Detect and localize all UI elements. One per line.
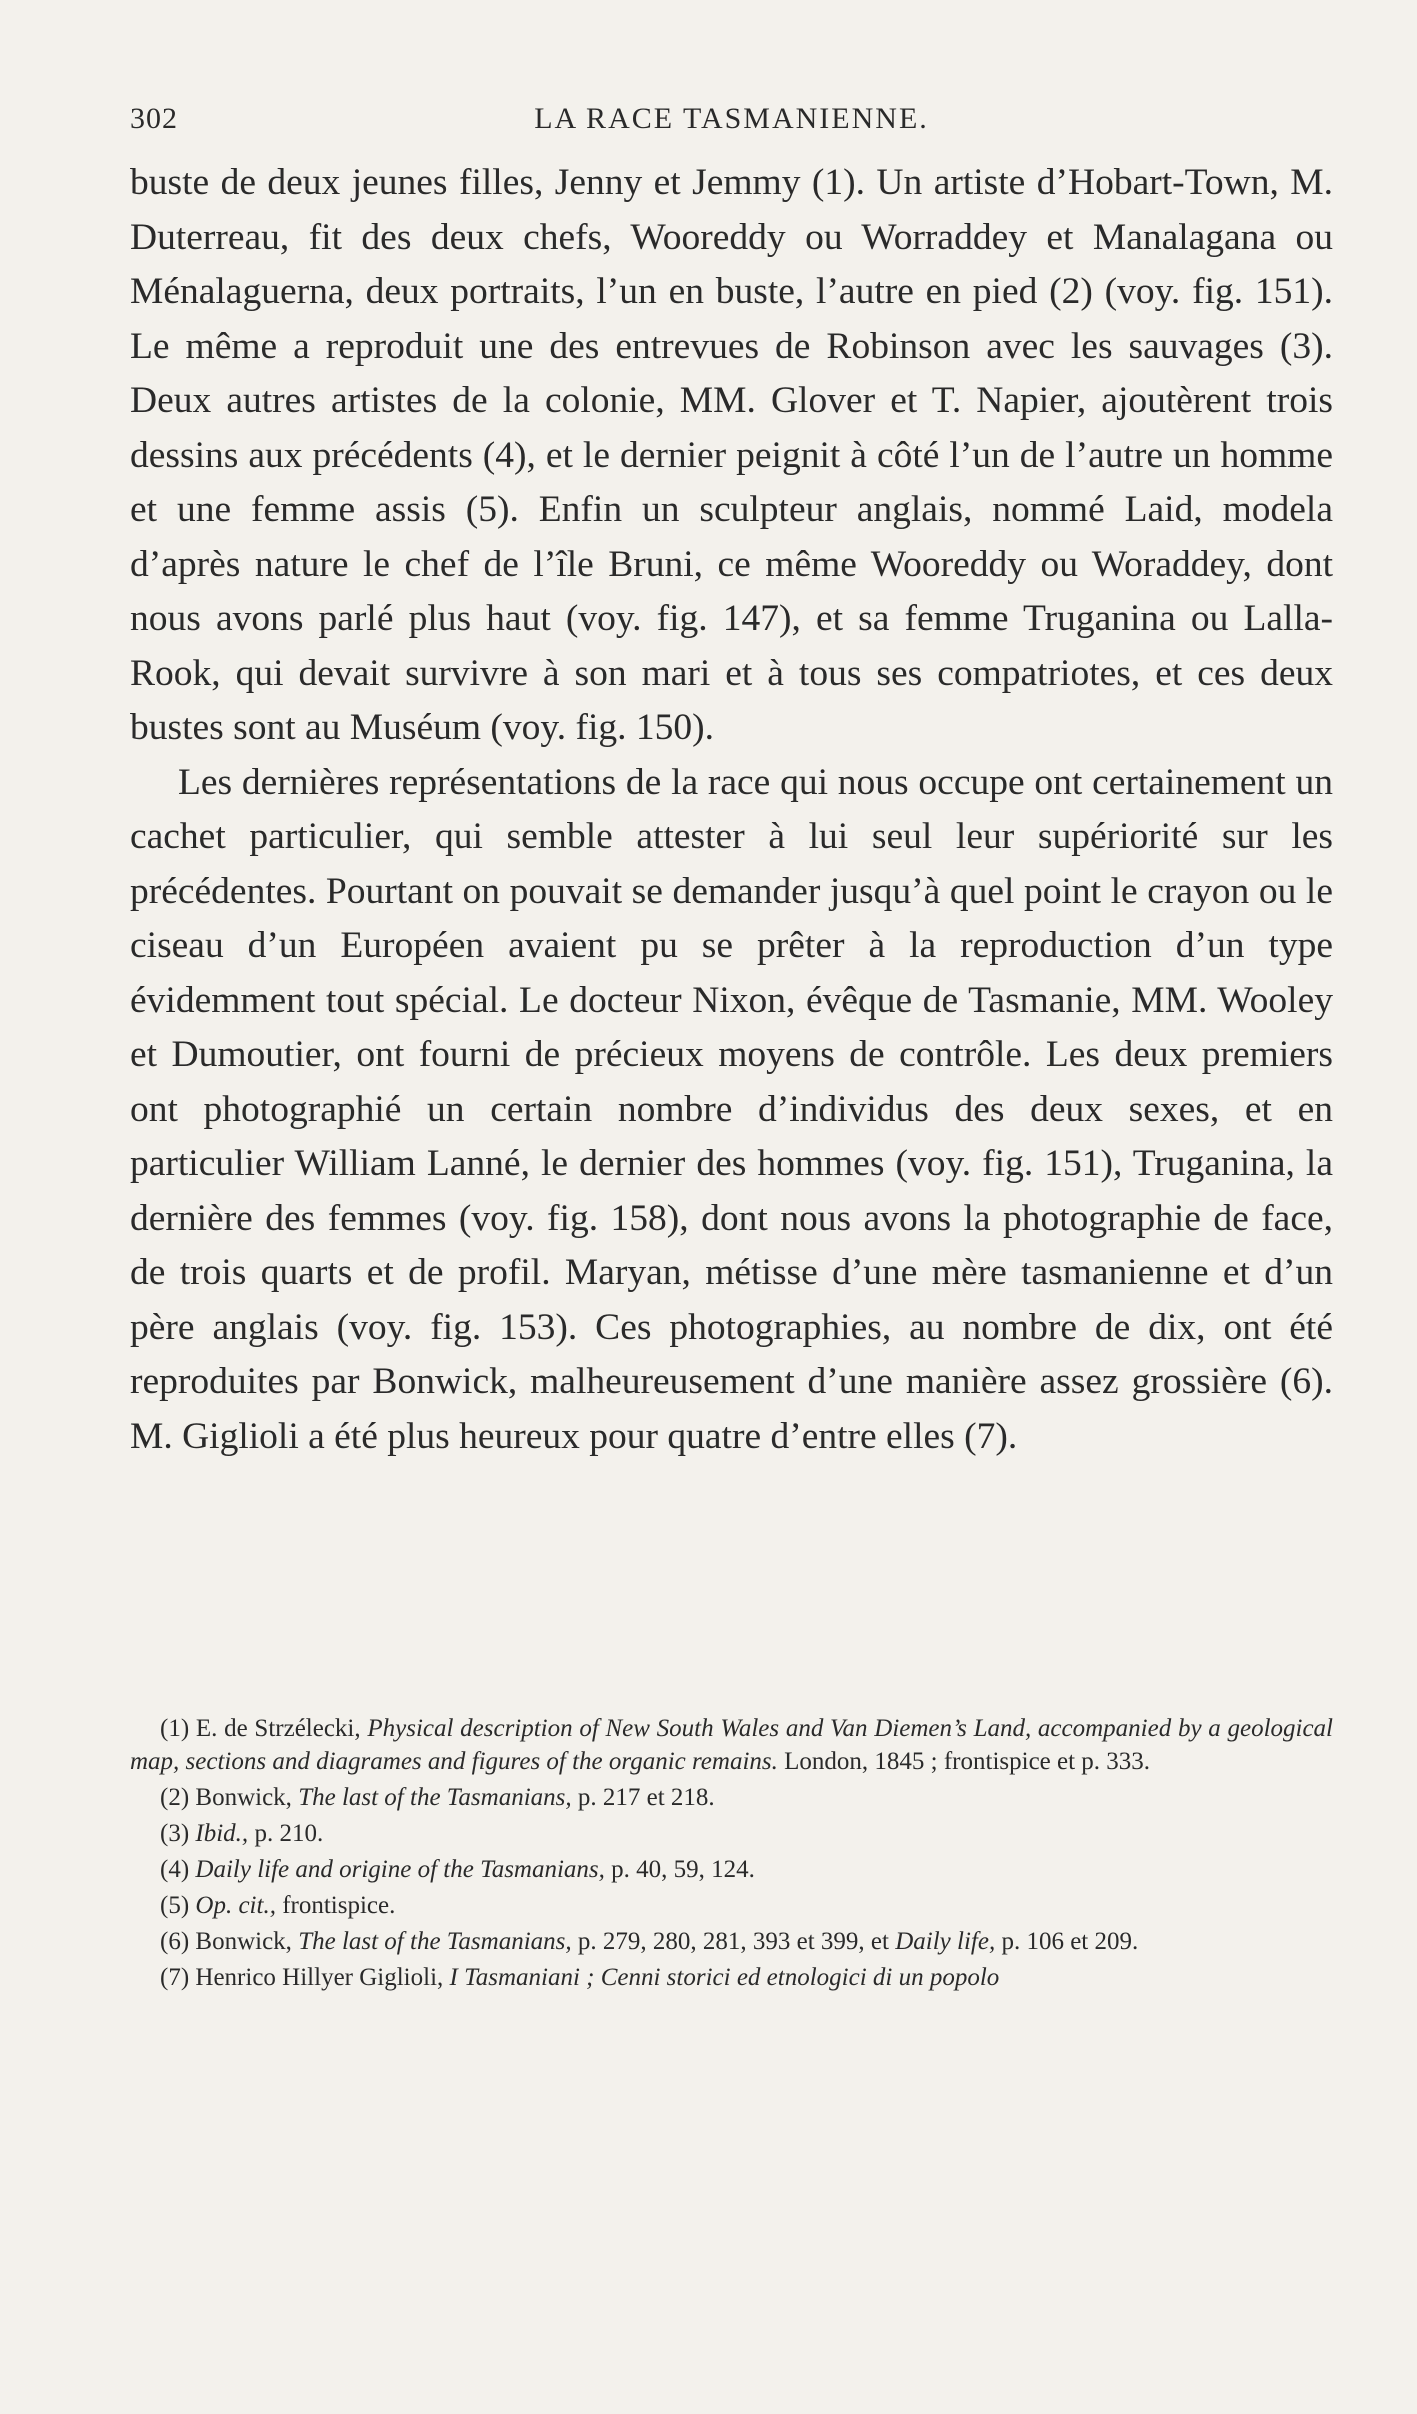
footnote-text: p. 210. xyxy=(248,1820,324,1847)
footnote-text: p. 40, 59, 124. xyxy=(604,1856,755,1883)
body-text xyxy=(130,156,1333,1464)
footnote-mark: (6) xyxy=(160,1928,190,1955)
footnote-title: Ibid., xyxy=(195,1820,249,1847)
running-head xyxy=(130,102,1333,142)
footnote-5 xyxy=(130,1889,1333,1922)
footnote-text: Bonwick, xyxy=(195,1784,299,1811)
footnote-title: Op. cit., xyxy=(195,1892,276,1919)
footnote-text: Henrico Hillyer Giglioli, xyxy=(195,1964,450,1991)
footnote-mark: (5) xyxy=(160,1892,190,1919)
footnote-title: Daily life, xyxy=(895,1928,996,1955)
footnote-title: Daily life and origine of the Tasmanians, xyxy=(195,1856,605,1883)
footnote-text: London, 1845 ; frontispice et p. 333. xyxy=(777,1748,1151,1775)
footnotes xyxy=(130,1712,1333,1997)
footnote-mark: (1) xyxy=(160,1715,190,1742)
footnote-7 xyxy=(130,1961,1333,1994)
footnote-mark: (4) xyxy=(160,1856,190,1883)
paragraph: Les dernières représentations de la race qui nous occupe ont certainement un cachet particulier, qui semble attester à lui seul leur supériorité sur les précédentes. Pourtant on pouvait se demander jusqu’à quel point le crayon ou le ciseau d’un Européen avaient pu se prêter à la reproduction d’un type évidemment tout spécial. Le docteur Nixon, évêque de Tasmanie, MM. Wooley et Dumoutier, ont fourni de précieux moyens de contrôle. Les deux premiers ont photographié un certain nombre d’individus des deux sexes, et en particulier William Lanné, le dernier des hommes (voy. fig. 151), Truganina, la dernière des femmes (voy. fig. 158), dont nous avons la photographie de face, de trois quarts et de profil. Maryan, métisse d’une mère tasmanienne et d’un père anglais (voy. fig. 153). Ces photographies, au nombre de dix, ont été reproduites par Bonwick, malheureusement d’une manière assez grossière (6). M. Giglioli a été plus heureux pour quatre d’entre elles (7). xyxy=(130,761,1333,1457)
footnote-3 xyxy=(130,1817,1333,1850)
paragraph-continuation: buste de deux jeunes filles, Jenny et Jemmy (1). Un artiste d’Hobart-Town, M. Duterreau, fit des deux chefs, Wooreddy ou Worraddey et Manalagana ou Ménalaguerna, deux portraits, l’un en buste, l’autre en pied (2) (voy. fig. 151). Le même a reproduit une des entrevues de Robinson avec les sauvages (3). Deux autres artistes de la colonie, MM. Glover et T. Napier, ajoutèrent trois dessins aux précédents (4), et le dernier peignit à côté l’un de l’autre un homme et une femme assis (5). Enfin un sculpteur anglais, nommé Laid, modela d’après nature le chef de l’île Bruni, ce même Wooreddy ou Woraddey, dont nous avons parlé plus haut (voy. fig. 147), et sa femme Truganina ou Lalla-Rook, qui devait survivre à son mari et à tous ses compatriotes, et ces deux bustes sont au Muséum (voy. fig. 150). xyxy=(130,162,1333,748)
footnote-4 xyxy=(130,1853,1333,1886)
footnote-text: frontispice. xyxy=(275,1892,396,1919)
footnote-title: Physical description of New South Wales and Van Diemen’s Land, accompanied by a geological map, sections and diagrames and figures of the organic remains. xyxy=(130,1715,1333,1775)
footnote-title: I Tasmaniani ; Cenni storici ed etnologici di un popolo xyxy=(449,1964,1000,1991)
running-title: LA RACE TASMANIENNE. xyxy=(534,102,929,135)
footnote-2 xyxy=(130,1781,1333,1814)
footnote-text: p. 279, 280, 281, 393 et 399, et xyxy=(571,1928,896,1955)
footnote-mark: (2) xyxy=(160,1784,190,1811)
footnote-title: The last of the Tasmanians, xyxy=(298,1784,572,1811)
footnote-mark: (3) xyxy=(160,1820,190,1847)
footnote-text: E. de Strzélecki, xyxy=(195,1715,368,1742)
page-number: 302 xyxy=(130,102,178,135)
footnote-mark: (7) xyxy=(160,1964,190,1991)
footnote-text: p. 106 et 209. xyxy=(995,1928,1139,1955)
footnote-text: Bonwick, xyxy=(195,1928,299,1955)
footnote-title: The last of the Tasmanians, xyxy=(298,1928,572,1955)
footnote-6 xyxy=(130,1925,1333,1958)
footnote-1 xyxy=(130,1712,1333,1778)
footnote-text: p. 217 et 218. xyxy=(571,1784,715,1811)
